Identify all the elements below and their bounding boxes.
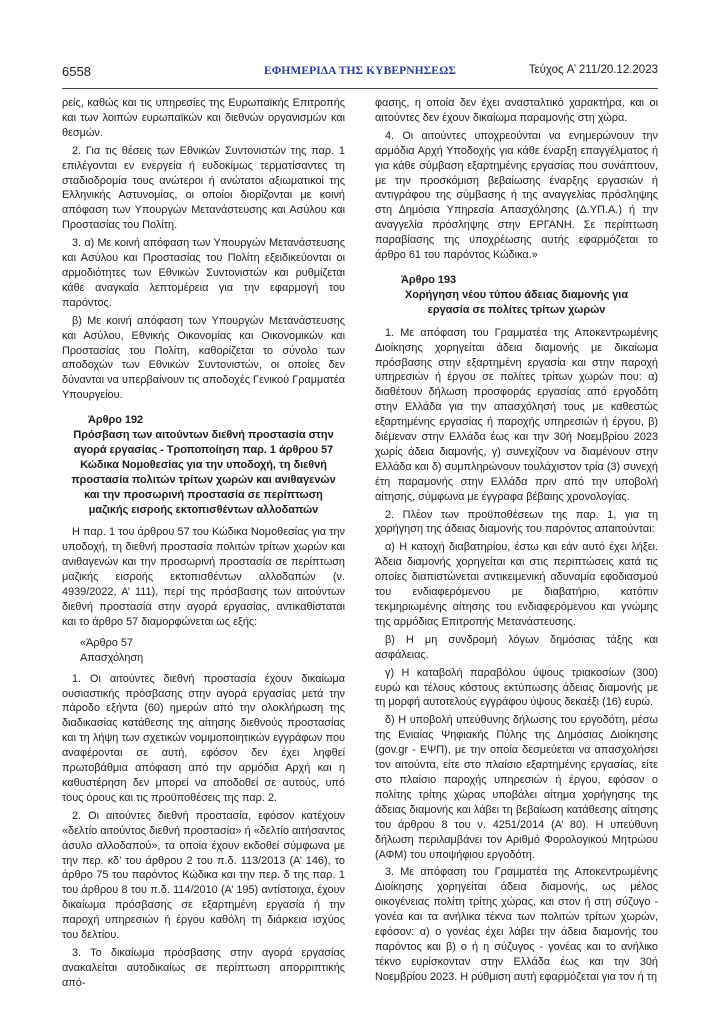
page-number: 6558 (62, 64, 91, 79)
paragraph: 3. α) Με κοινή απόφαση των Υπουργών Μετανάστευσης και Ασύλου και Προστασίας του Πολίτη εξειδικεύονται οι αρμοδιότητες των Εθνικών Συντονιστών και ρυθμίζεται κάθε αναγκαία λεπτομέρεια για την εφαρμογή του παρόντος. (62, 237, 345, 309)
paragraph: β) Με κοινή απόφαση των Υπουργών Μετανάστευσης και Ασύλου, Εθνικής Οικονομίας και Οικονομικών και Προστασίας του Πολίτη, καθορίζεται το σύνολο των αποδοχών των Εθνικών Συντονιστών, οι οποίες δεν δύνανται να υπερβαίνουν τις αποδοχές Γενικού Γραμματέα Υπουργείου. (62, 314, 345, 402)
article-number: Άρθρο 193 (401, 273, 457, 286)
gazette-title: ΕΦΗΜΕΡΙΔΑ ΤΗΣ ΚΥΒΕΡΝΗΣΕΩΣ (263, 65, 456, 77)
paragraph: 1. Οι αιτούντες διεθνή προστασία έχουν δικαίωμα ουσιαστικής πρόσβασης στην αγορά εργασίας μετά την πάροδο εξήντα (60) ημερών από την ολοκλήρωση της διαδικασίας κατάθεσης της αίτησης διεθνούς προστασίας και τη λήψη των σχετικών νομιμοποιητικών εγγράφων που αναφέρονται σε αυτή, εφόσον δεν έχει ληφθεί πρωτοβάθμια απόφαση από την αρμόδια Αρχή και η καθυστέρηση δεν μπορεί να αποδοθεί σε αυτούς, υπό τους όρους και τις προϋποθέσεις της παρ. 2. (62, 672, 345, 804)
article-title: Χορήγηση νέου τύπου άδειας διαμονής για εργασία σε πολίτες τρίτων χωρών (404, 288, 629, 316)
paragraph: 2. Για τις θέσεις των Εθνικών Συντονιστών της παρ. 1 επιλέγονται εν ενεργεία ή ευδοκίμως τερματίσαντες τη σταδιοδρομία τους ανώτεροι ή ανώτατοι αξιωματικοί της Ελληνικής Αστυνομίας, οι οποίοι διορίζονται με κοινή απόφαση των Υπουργών Μετανάστευσης και Ασύλου και Προστασίας του Πολίτη. (62, 144, 345, 232)
article-heading (62, 413, 345, 517)
right-column (375, 96, 658, 988)
paragraph: Η παρ. 1 του άρθρου 57 του Κώδικα Νομοθεσίας για την υποδοχή, τη διεθνή προστασία πολιτών τρίτων χωρών και ανιθαγενών και την προσωρινή προστασία σε περίπτωση μαζικής εισροής εκτοπισθέντων αλλοδαπών (ν. 4939/2022, Α’ 111), περί της πρόσβασης των αιτούντων διεθνή προστασία στην αγορά εργασίας, αντικαθίσταται και το άρθρο 57 διαμορφώνεται ως εξής: (62, 526, 345, 628)
left-column (62, 96, 345, 994)
article-heading (375, 273, 658, 318)
article-title: Πρόσβαση των αιτούντων διεθνή προστασία στην αγορά εργασίας - Τροποποίηση παρ. 1 άρθρου 57 Κώδικα Νομοθεσίας για την υποδοχή, τη διεθνή προστασία πολιτών τρίτων χωρών και ανιθαγενών και την προσωρινή προστασία σε περίπτωση μαζικής εισροής εκτοπισθέντων αλλοδαπών (71, 429, 336, 516)
paragraph: 4. Οι αιτούντες υποχρεούνται να ενημερώνουν την αρμόδια Αρχή Υποδοχής για κάθε έναρξη επαγγέλματος ή για κάθε σύμβαση εξαρτημένης εργασίας που συνάπτουν, με την προσκόμιση βεβαίωσης έναρξης εργασιών ή αντιγράφου της σύμβασης ή της αναγγελίας πρόσληψης στη Δημόσια Υπηρεσία Απασχόλησης (Δ.ΥΠ.Α.) ή την αναγγελία πρόσληψης στην ΕΡΓΑΝΗ. Σε περίπτωση παραβίασης της υποχρέωσης αυτής εφαρμόζεται το άρθρο 61 του παρόντος Κώδικα.» (375, 129, 658, 262)
paragraph: 3. Με απόφαση του Γραμματέα της Αποκεντρωμένης Διοίκησης χορηγείται άδεια διαμονής, ως μέλος οικογένειας πολίτη τρίτης χώρας, και στον ή στη σύζυγο - γονέα και τα ανήλικα τέκνα των πολιτών τρίτων χωρών, εφόσον: α) ο γονέας έχει λάβει την άδεια διαμονής του παρόντος και β) ο ή η σύζυγος - γονέας και το ανήλικο τέκνο ευρίσκονταν στην Ελλάδα έως και την 30ή Νοεμβρίου 2023. Η ρύθμιση αυτή εφαρμόζεται για τον ή τη (375, 866, 658, 983)
paragraph: γ) Η καταβολή παραβόλου ύψους τριακοσίων (300) ευρώ και τέλους κόστους εκτύπωσης άδειας διαμονής με τη μορφή αυτοτελούς εγγράφου ύψους δεκαέξι (16) ευρώ. (375, 666, 658, 709)
paragraph: 1. Με απόφαση του Γραμματέα της Αποκεντρωμένης Διοίκησης χορηγείται άδεια διαμονής με δικαίωμα πρόσβασης στην εξαρτημένη εργασία και στην παροχή υπηρεσιών ή έργου σε πολίτες τρίτων χωρών που: α) διαθέτουν δήλωση προσφοράς εργασίας από εργοδότη στην Ελλάδα για την απασχόλησή τους με καθεστώς εξαρτημένης εργασίας ή παροχής υπηρεσιών ή έργου, β) διέμεναν στην Ελλάδα έως και την 30ή Νοεμβρίου 2023 χωρίς άδεια διαμονής, γ) συνεχίζουν να διαμένουν στην Ελλάδα και δ) συμπληρώνουν τουλάχιστον τρία (3) συνεχή έτη παραμονής στην Ελλάδα πριν από την υποβολή αίτησης, σύμφωνα με έγγραφα βέβαιης χρονολογίας. (375, 326, 658, 503)
paragraph: ρείς, καθώς και τις υπηρεσίες της Ευρωπαϊκής Επιτροπής και των λοιπών ευρωπαϊκών και διεθνών οργανισμών και θεσμών. (62, 97, 345, 139)
paragraph: 2. Οι αιτούντες διεθνή προστασία, εφόσον κατέχουν «δελτίο αιτούντος διεθνή προστασία» ή «δελτίο αιτήσαντος άσυλο αλλοδαπού», τα οποία έχουν εκδοθεί σύμφωνα με την περ. κδ’ του άρθρου 2 του π.δ. 113/2013 (Α’ 146), το άρθρο 75 του παρόντος Κώδικα και την περ. δ της παρ. 1 του άρθρου 8 του π.δ. 114/2010 (Α’ 195) αντίστοιχα, έχουν δικαίωμα πρόσβασης σε εξαρτημένη εργασία ή την παροχή υπηρεσιών ή έργου καθόλη τη διάρκεια ισχύος του δελτίου. (62, 809, 345, 942)
issue-reference: Τεύχος A’ 211/20.12.2023 (528, 64, 658, 76)
paragraph: δ) Η υποβολή υπεύθυνης δήλωσης του εργοδότη, μέσω της Ενιαίας Ψηφιακής Πύλης της Δημόσιας Διοίκησης (gov.gr - ΕΨΠ), με την οποία δεσμεύεται να απασχολήσει τον αιτούντα, είτε στο πλαίσιο εξαρτημένης εργασίας, είτε στο πλαίσιο παροχής υπηρεσιών ή έργου, εφόσον ο πολίτης τρίτης χώρας υποβάλει αίτημα χορήγησης της άδειας διαμονής και λάβει τη βεβαίωση κατάθεσης αίτησης του άρθρου 8 του ν. 4251/2014 (Α’ 80). Η υπεύθυνη δήλωση περιλαμβάνει τον Αριθμό Φορολογικού Μητρώου (ΑΦΜ) του υποψήφιου εργοδότη. (375, 714, 658, 861)
paragraph: α) Η κατοχή διαβατηρίου, έστω και εάν αυτό έχει λήξει. Άδεια διαμονής χορηγείται και στις περιπτώσεις κατά τις οποίες διαπιστώνεται αντικειμενική αδυναμία εφοδιασμού του ενδιαφερόμενου με διαβατήριο, κατόπιν τεκμηριωμένης αίτησης του ενδιαφερόμενου και γνώμης της αρμόδιας Επιτροπής Μετανάστευσης. (375, 541, 658, 628)
paragraph: 3. Το δικαίωμα πρόσβασης στην αγορά εργασίας ανακαλείται αυτοδικαίως σε περίπτωση απορριπτικής από- (62, 946, 345, 989)
paragraph: 2. Πλέον των προϋποθέσεων της παρ. 1, για τη χορήγηση της άδειας διαμονής του παρόντος απαιτούνται: (375, 508, 658, 536)
paragraph: φασης, η οποία δεν έχει ανασταλτικό χαρακτήρα, και οι αιτούντες δεν έχουν δικαίωμα παραμονής στη χώρα. (375, 97, 658, 124)
quoted-article-number: «Άρθρο 57 (80, 636, 133, 649)
quoted-article-title: Απασχόληση (80, 651, 144, 664)
article-number: Άρθρο 192 (88, 414, 144, 427)
header-rule (62, 88, 658, 89)
page-header (62, 64, 658, 84)
paragraph: β) Η μη συνδρομή λόγων δημόσιας τάξης και ασφάλειας. (375, 633, 658, 661)
